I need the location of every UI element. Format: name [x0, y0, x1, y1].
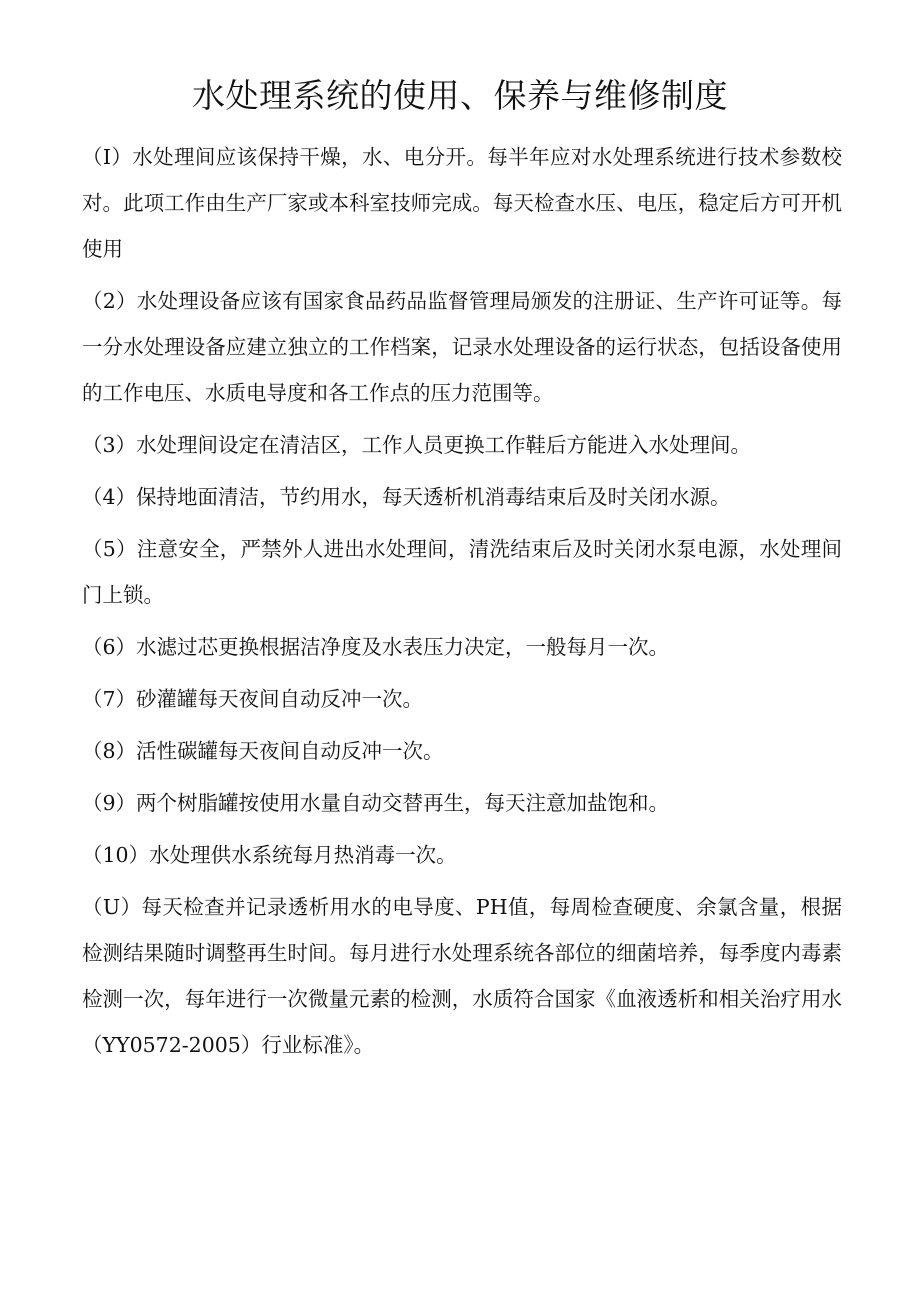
paragraph-9: （9）两个树脂罐按使用水量自动交替再生，每天注意加盐饱和。: [82, 791, 670, 815]
document-title: 水处理系统的使用、保养与维修制度: [192, 76, 728, 115]
document-body: [82, 134, 842, 1074]
paragraph-5: （5）注意安全，严禁外人进出水处理间，清洗结束后及时关闭水泵电源，水处理间门上锁。: [82, 537, 842, 607]
paragraph-7: （7）砂灌罐每天夜间自动反冲一次。: [82, 687, 424, 711]
paragraph-6: （6）水滤过芯更换根据洁净度及水表压力决定，一般每月一次。: [82, 635, 670, 659]
paragraph-3: （3）水处理间设定在清洁区，工作人员更换工作鞋后方能进入水处理间。: [82, 433, 752, 457]
paragraph-10: （10）水处理供水系统每月热消毒一次。: [82, 843, 457, 867]
paragraph-8: （8）活性碳罐每天夜间自动反冲一次。: [82, 739, 444, 763]
paragraph-2: （2）水处理设备应该有国家食品药品监督管理局颁发的注册证、生产许可证等。每一分水处理设备应建立独立的工作档案，记录水处理设备的运行状态，包括设备使用的工作电压、水质电导度和各工作点的压力范围等。: [82, 289, 842, 405]
paragraph-4: （4）保持地面清洁，节约用水，每天透析机消毒结束后及时关闭水源。: [82, 485, 731, 509]
paragraph-1: （I）水处理间应该保持干燥，水、电分开。每半年应对水处理系统进行技术参数校对。此项工作由生产厂家或本科室技师完成。每天检查水压、电压，稳定后方可开机使用: [82, 145, 842, 261]
paragraph-11: （U）每天检查并记录透析用水的电导度、PH值，每周检查硬度、余氯含量，根据检测结果随时调整再生时间。每月进行水处理系统各部位的细菌培养，每季度内毒素检测一次，每年进行一次微量元素的检测，水质符合国家《血液透析和相关治疗用水（YY0572-2005）行业标准》。: [82, 895, 842, 1057]
